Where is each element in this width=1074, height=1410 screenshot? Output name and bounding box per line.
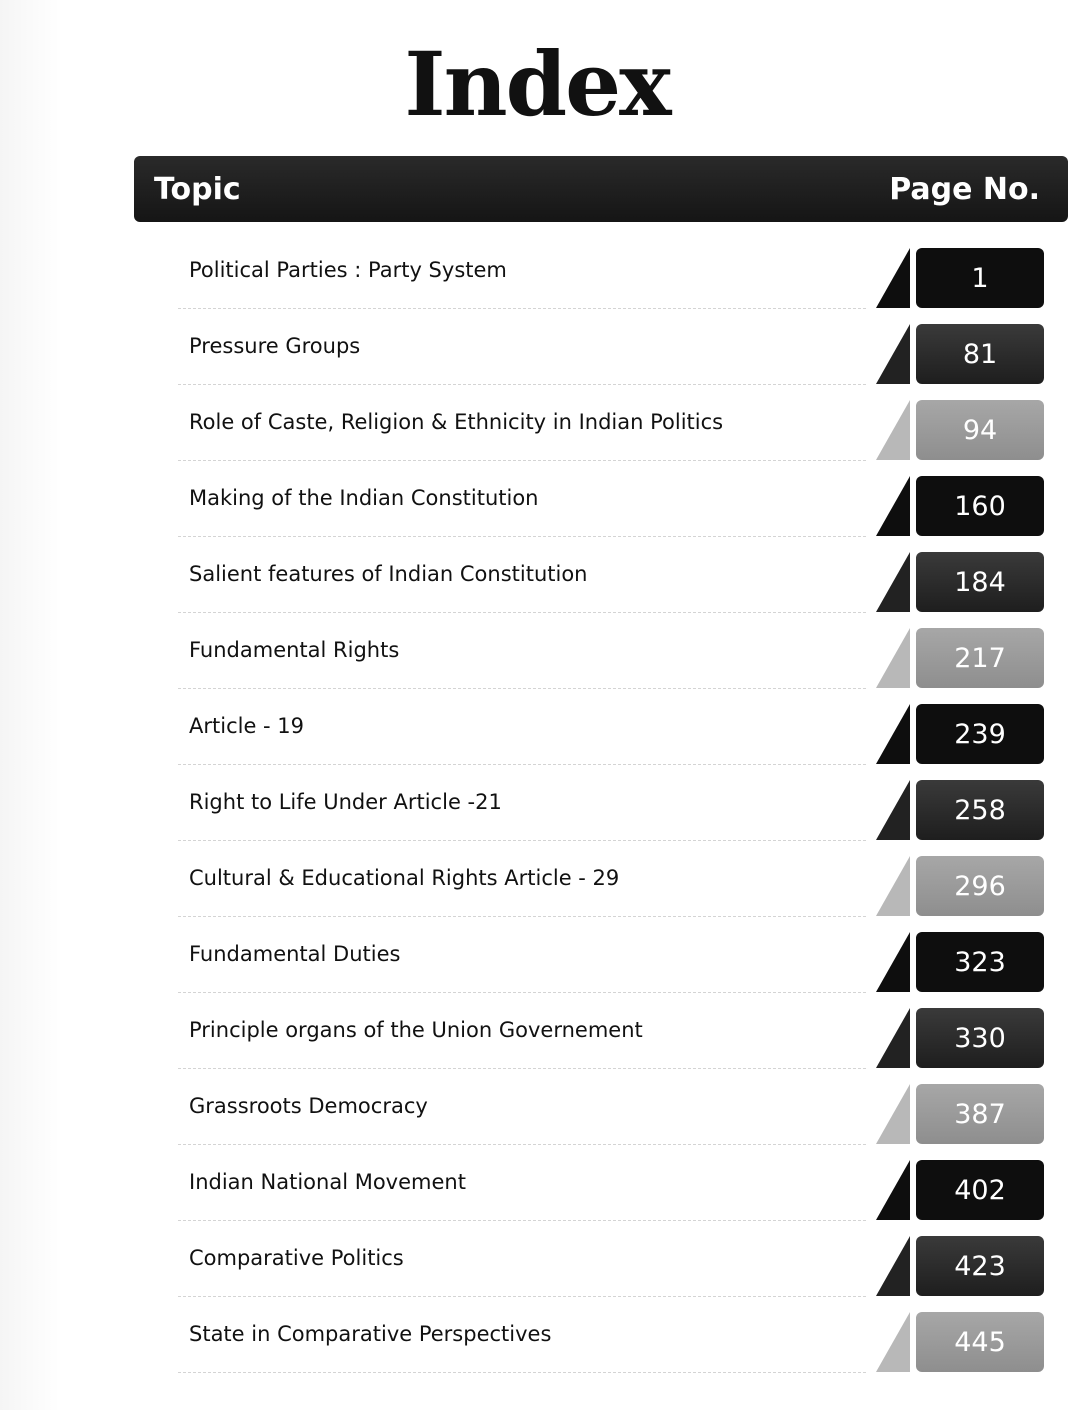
row-divider bbox=[178, 384, 866, 385]
row-divider bbox=[178, 308, 866, 309]
index-row bbox=[0, 1076, 1074, 1152]
index-row bbox=[0, 924, 1074, 1000]
page-number-badge: 81 bbox=[916, 324, 1044, 384]
topic-text: Salient features of Indian Constitution bbox=[189, 562, 588, 586]
page-number-badge: 239 bbox=[916, 704, 1044, 764]
page-marker-triangle bbox=[876, 324, 910, 384]
index-row bbox=[0, 1304, 1074, 1380]
page-marker-triangle bbox=[876, 248, 910, 308]
topic-text: Fundamental Rights bbox=[189, 638, 400, 662]
page-marker-triangle bbox=[876, 400, 910, 460]
topic-text: Making of the Indian Constitution bbox=[189, 486, 539, 510]
topic-text: Grassroots Democracy bbox=[189, 1094, 428, 1118]
topic-text: Pressure Groups bbox=[189, 334, 361, 358]
topic-text: Indian National Movement bbox=[189, 1170, 466, 1194]
row-divider bbox=[178, 536, 866, 537]
topic-text: Article - 19 bbox=[189, 714, 305, 738]
page-number-badge: 402 bbox=[916, 1160, 1044, 1220]
index-row bbox=[0, 240, 1074, 316]
index-row bbox=[0, 1228, 1074, 1304]
topic-text: State in Comparative Perspectives bbox=[189, 1322, 552, 1346]
row-divider bbox=[178, 1144, 866, 1145]
page-marker-triangle bbox=[876, 552, 910, 612]
page-number-badge: 1 bbox=[916, 248, 1044, 308]
topic-text: Comparative Politics bbox=[189, 1246, 404, 1270]
page-marker-triangle bbox=[876, 704, 910, 764]
page-number-badge: 258 bbox=[916, 780, 1044, 840]
page-number-badge: 296 bbox=[916, 856, 1044, 916]
topic-text: Right to Life Under Article -21 bbox=[189, 790, 502, 814]
index-row bbox=[0, 696, 1074, 772]
page-marker-triangle bbox=[876, 780, 910, 840]
page-number-badge: 217 bbox=[916, 628, 1044, 688]
index-row bbox=[0, 848, 1074, 924]
page-number-badge: 184 bbox=[916, 552, 1044, 612]
page-column-header: Page No. bbox=[889, 171, 1040, 207]
topic-text: Political Parties : Party System bbox=[189, 258, 507, 282]
page-marker-triangle bbox=[876, 1084, 910, 1144]
page-number-badge: 387 bbox=[916, 1084, 1044, 1144]
row-divider bbox=[178, 916, 866, 917]
page-marker-triangle bbox=[876, 1008, 910, 1068]
page-number-badge: 445 bbox=[916, 1312, 1044, 1372]
row-divider bbox=[178, 764, 866, 765]
topic-text: Cultural & Educational Rights Article - 29 bbox=[189, 866, 620, 890]
page-marker-triangle bbox=[876, 628, 910, 688]
row-divider bbox=[178, 1068, 866, 1069]
index-row bbox=[0, 620, 1074, 696]
index-row bbox=[0, 392, 1074, 468]
table-header bbox=[134, 156, 1068, 222]
page-marker-triangle bbox=[876, 476, 910, 536]
row-divider bbox=[178, 1296, 866, 1297]
row-divider bbox=[178, 840, 866, 841]
row-divider bbox=[178, 688, 866, 689]
index-row bbox=[0, 1152, 1074, 1228]
row-divider bbox=[178, 1372, 866, 1373]
index-row bbox=[0, 544, 1074, 620]
index-row bbox=[0, 316, 1074, 392]
page-title: Index bbox=[404, 32, 670, 136]
topic-text: Principle organs of the Union Governement bbox=[189, 1018, 643, 1042]
page-marker-triangle bbox=[876, 856, 910, 916]
page-number-badge: 423 bbox=[916, 1236, 1044, 1296]
page-number-badge: 160 bbox=[916, 476, 1044, 536]
page-marker-triangle bbox=[876, 1312, 910, 1372]
topic-text: Fundamental Duties bbox=[189, 942, 401, 966]
page-number-badge: 330 bbox=[916, 1008, 1044, 1068]
index-row bbox=[0, 468, 1074, 544]
row-divider bbox=[178, 612, 866, 613]
topic-column-header: Topic bbox=[154, 171, 241, 207]
page-marker-triangle bbox=[876, 1160, 910, 1220]
topic-text: Role of Caste, Religion & Ethnicity in Indian Politics bbox=[189, 410, 724, 434]
page-number-badge: 323 bbox=[916, 932, 1044, 992]
index-row bbox=[0, 1000, 1074, 1076]
page-number-badge: 94 bbox=[916, 400, 1044, 460]
page-marker-triangle bbox=[876, 1236, 910, 1296]
page-marker-triangle bbox=[876, 932, 910, 992]
row-divider bbox=[178, 460, 866, 461]
row-divider bbox=[178, 1220, 866, 1221]
row-divider bbox=[178, 992, 866, 993]
index-row bbox=[0, 772, 1074, 848]
